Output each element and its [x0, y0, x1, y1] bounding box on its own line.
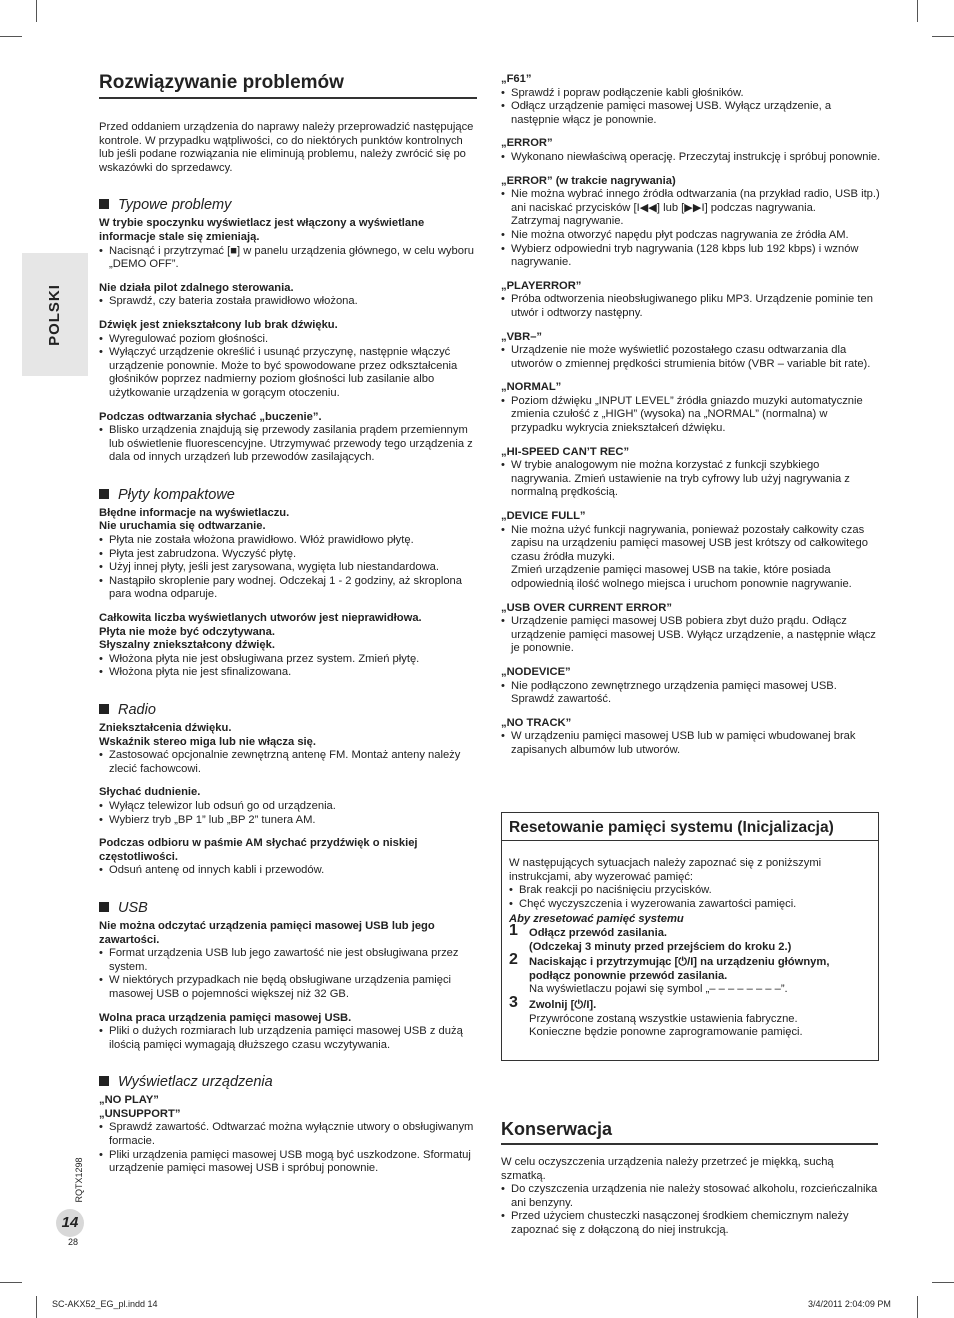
square-bullet-icon — [99, 902, 109, 912]
section-title: Wyświetlacz urządzenia — [118, 1074, 273, 1091]
problem-block — [99, 282, 477, 309]
display-message-code: „NODEVICE” — [501, 665, 571, 678]
step-note: Przywrócone zostaną wszystkie ustawienia fabryczne. — [529, 1012, 798, 1025]
maintenance-section — [501, 1118, 878, 1238]
problem-answer: • Nastąpiło skroplenie pary wodnej. Odczekaj 1 - 2 godziny, aż skroplona para wodna odparuje. — [99, 575, 477, 602]
problem-answer: • Blisko urządzenia znajdują się przewody zasilania prądem przemiennym lub oświetlenie fluorescencyjne. Utrzymywać przewody tego urządzenia z dala od innych urządzeń lub przewodów zasilających. — [99, 424, 477, 465]
display-message-remedy: • Nie można użyć funkcji nagrywania, ponieważ pozostały całkowity czas zapisu na urządzeniu pamięci masowej USB jest krótszy od całkowitego czasu źródła muzyki. — [501, 524, 881, 565]
display-message-entry — [501, 381, 881, 435]
crop-mark — [932, 1282, 954, 1283]
reset-title: Resetowanie pamięci systemu (Inicjalizacja) — [502, 813, 878, 841]
problem-question: Słyszalny zniekształcony dźwięk. — [99, 639, 275, 652]
problem-question: Nie działa pilot zdalnego sterowania. — [99, 281, 294, 294]
square-bullet-icon — [99, 704, 109, 714]
display-message-remedy: • Urządzenie nie może wyświetlić pozostałego czasu odtwarzania dla utworów o zmiennej prędkości strumienia bitów (VBR – variable bit rate). — [501, 344, 881, 371]
problem-answer: • Zastosować opcjonalnie zewnętrzną antenę FM. Montaż anteny należy zlecić fachowcowi. — [99, 749, 477, 776]
problem-answer: • Wybierz tryb „BP 1” lub „BP 2” tunera AM. — [99, 814, 477, 828]
step-number: 2 — [509, 951, 518, 969]
square-bullet-icon — [99, 199, 109, 209]
display-message-remedy: • Wybierz odpowiedni tryb nagrywania (128 kbps lub 192 kbps) i wznów nagrywanie. — [501, 243, 881, 270]
display-message-entry — [501, 137, 881, 164]
intro-text: Przed oddaniem urządzenia do naprawy należy przeprowadzić następujące kontrole. W przypadku wątpliwości, co do niektórych punktów kontrolnych lub jeśli podane rozwiązania nie eliminują problemu, należy zwrócić się po wskazówki do sprzedawcy. — [99, 121, 474, 174]
step-instruction: Zwolnij [⏻/I]. — [529, 998, 597, 1011]
reset-intro: W następujących sytuacjach należy zapoznać się z poniższymi instrukcjami, aby wyzerować pamięć: — [509, 857, 822, 883]
problem-question: Całkowita liczba wyświetlanych utworów jest nieprawidłowa. — [99, 612, 422, 625]
document-code — [73, 1150, 87, 1210]
display-message-remedy: Zmień urządzenie pamięci masowej USB na takie, które posiada odpowiednią ilość wolnego miejsca i uruchom ponownie nagrywanie. — [511, 564, 852, 590]
step-number: 3 — [509, 993, 518, 1011]
document-code-text: RQTX1298 — [74, 1157, 85, 1203]
problem-question: „NO PLAY” — [99, 1094, 159, 1107]
problem-answer: • Płyta jest zabrudzona. Wyczyść płytę. — [99, 548, 477, 562]
step-instruction: Odłącz przewód zasilania. — [529, 926, 668, 939]
problem-answer: • Płyta nie została włożona prawidłowo. Włóż prawidłowo płytę. — [99, 534, 477, 548]
display-message-code: „DEVICE FULL” — [501, 510, 586, 523]
display-message-code: „PLAYERROR” — [501, 279, 582, 292]
problem-answer: • Odsuń antenę od innych kabli i przewodów. — [99, 864, 477, 878]
problem-answer: • Nacisnąć i przytrzymać [■] w panelu urządzenia głównego, w celu wyboru „DEMO OFF”. — [99, 245, 477, 272]
reset-body — [502, 841, 878, 1040]
crop-mark — [36, 1296, 37, 1318]
problem-answer: • Wyregulować poziom głośności. — [99, 333, 477, 347]
crop-mark — [917, 0, 918, 22]
troubleshooting-sections — [99, 197, 477, 1175]
display-message-code: „NORMAL” — [501, 381, 562, 394]
problem-block — [99, 507, 477, 602]
display-messages-list — [501, 73, 881, 758]
footer-file: SC-AKX52_EG_pl.indd 14 — [52, 1299, 158, 1309]
crop-mark — [917, 1296, 918, 1318]
problem-question: W trybie spoczynku wyświetlacz jest włączony a wyświetlane informacje stale się zmieniają. — [99, 217, 425, 243]
display-message-entry — [501, 510, 881, 592]
problem-answer: • Wyłącz telewizor lub odsuń go od urządzenia. — [99, 800, 477, 814]
reset-steps — [509, 921, 871, 1040]
display-message-entry — [501, 446, 881, 500]
display-message-remedy: • W trybie analogowym nie można korzystać z funkcji szybkiego nagrywania. Zmień ustawienie na tryb cyfrowy lub użyj nagrywania z normalną prędkością. — [501, 459, 881, 500]
square-bullet-icon — [99, 1076, 109, 1086]
maintenance-title: Konserwacja — [501, 1118, 878, 1145]
display-message-code: „ERROR” (w trakcie nagrywania) — [501, 174, 676, 187]
display-message-remedy: • Nie można otworzyć napędu płyt podczas nagrywania ze źródła AM. — [501, 229, 881, 243]
display-message-code: „F61” — [501, 73, 532, 85]
section-title: Typowe problemy — [118, 197, 232, 214]
problem-question: Słychać dudnienie. — [99, 786, 201, 799]
display-message-remedy: • W urządzeniu pamięci masowej USB lub w pamięci wbudowanej brak zapisanych albumów lub utworów. — [501, 730, 881, 757]
reset-step — [509, 921, 871, 954]
problem-answer: • Pliki urządzenia pamięci masowej USB mogą być uszkodzone. Sformatuj urządzenie pamięci masowej USB i spróbuj ponownie. — [99, 1149, 477, 1176]
display-message-remedy: • Poziom dźwięku „INPUT LEVEL” źródła gniazdo muzyki automatycznie zmienia czułość z „HIGH” (wysoka) na „NORMAL” (normalna) w przypadku wykrycia zniekształceń dźwięku. — [501, 395, 881, 436]
display-message-code: „ERROR” — [501, 137, 553, 150]
display-message-remedy: • Nie można wybrać innego źródła odtwarzania (na przykład radio, USB itp.) ani naciskać przycisków [I◀◀] lub [▶▶I] podczas nagrywania. — [501, 188, 881, 215]
problem-answer: • Format urządzenia USB lub jego zawartość nie jest obsługiwana przez system. — [99, 947, 477, 974]
problem-answer: • Użyj innej płyty, jeśli jest zarysowana, wygięta lub niestandardowa. — [99, 561, 477, 575]
problem-block — [99, 920, 477, 1002]
section-heading — [99, 487, 477, 504]
problem-answer: • Pliki o dużych rozmiarach lub urządzenia pamięci masowej USB z dużą ilością pamięci wymagają dłuższego czasu wczytywania. — [99, 1025, 477, 1052]
left-column — [99, 72, 477, 1176]
display-message-entry — [501, 666, 881, 707]
problem-answer: • Sprawdź, czy bateria została prawidłowo włożona. — [99, 295, 477, 309]
step-note: Na wyświetlaczu pojawi się symbol „– – – – – – – –”. — [529, 983, 788, 996]
problem-question: Podczas odbioru w paśmie AM słychać przydźwięk o niskiej częstotliwości. — [99, 837, 418, 863]
problem-question: „UNSUPPORT” — [99, 1107, 181, 1120]
display-message-entry — [501, 331, 881, 372]
display-message-code: „VBR–” — [501, 330, 543, 343]
problem-question: Płyta nie może być odczytywana. — [99, 625, 275, 638]
problem-block — [99, 1012, 477, 1053]
section-title: Radio — [118, 702, 156, 718]
display-message-entry — [501, 280, 881, 321]
step-instruction: (Odczekaj 3 minuty przed przejściem do kroku 2.) — [529, 940, 792, 953]
reset-how-title: Aby zresetować pamięć systemu — [509, 913, 684, 926]
section-heading — [99, 197, 477, 214]
square-bullet-icon — [99, 489, 109, 499]
problem-block — [99, 1094, 477, 1176]
display-message-code: „NO TRACK” — [501, 716, 572, 729]
section-heading — [99, 702, 477, 719]
problem-question: Podczas odtwarzania słychać „buczenie”. — [99, 410, 322, 423]
display-message-remedy: Zatrzymaj nagrywanie. — [511, 215, 624, 228]
reset-step — [509, 951, 871, 997]
problem-question: Dźwięk jest zniekształcony lub brak dźwięku. — [99, 318, 338, 331]
problem-answer: • Włożona płyta nie jest obsługiwana przez system. Zmień płytę. — [99, 653, 477, 667]
problem-question: Wskaźnik stereo miga lub nie włącza się. — [99, 735, 316, 748]
display-message-code: „USB OVER CURRENT ERROR” — [501, 601, 672, 614]
reset-bullet: • Chęć wyczyszczenia i wyzerowania zawartości pamięci. — [509, 898, 871, 912]
problem-question: Nie można odczytać urządzenia pamięci masowej USB lub jego zawartości. — [99, 919, 435, 946]
section-title: Płyty kompaktowe — [118, 486, 235, 503]
crop-mark — [0, 1282, 22, 1283]
step-instruction: Naciskając i przytrzymując [⏻/I] na urządzeniu głównym, podłącz ponownie przewód zasilania. — [529, 956, 830, 982]
page-number: 14 — [56, 1209, 84, 1237]
display-message-entry — [501, 175, 881, 270]
problem-block — [99, 411, 477, 465]
problem-question: Nie uruchamia się odtwarzanie. — [99, 520, 266, 533]
problem-question: Błędne informacje na wyświetlaczu. — [99, 506, 290, 519]
page-title: Rozwiązywanie problemów — [99, 72, 477, 99]
problem-block — [99, 786, 477, 827]
display-message-remedy: • Próba odtworzenia nieobsługiwanego pliku MP3. Urządzenie pominie ten utwór i odtworzy następny. — [501, 293, 881, 320]
step-number: 1 — [509, 921, 518, 939]
maintenance-intro: W celu oczyszczenia urządzenia należy przetrzeć je miękką, suchą szmatką. — [501, 1156, 834, 1182]
maintenance-bullet: • Przed użyciem chusteczki nasączonej środkiem chemicznym należy zapoznać się z dołączoną do niej instrukcją. — [501, 1210, 878, 1237]
problem-block — [99, 612, 477, 680]
problem-block — [99, 722, 477, 776]
display-message-entry — [501, 602, 881, 656]
step-note: Konieczne będzie ponowne zaprogramowanie pamięci. — [529, 1026, 803, 1039]
problem-question: Wolna praca urządzenia pamięci masowej USB. — [99, 1011, 352, 1024]
display-message-remedy: • Nie podłączono zewnętrznego urządzenia pamięci masowej USB. Sprawdź zawartość. — [501, 680, 881, 707]
crop-mark — [932, 36, 954, 37]
language-tab-label: POLSKI — [46, 283, 64, 346]
maintenance-bullet: • Do czyszczenia urządzenia nie należy stosować alkoholu, rozcieńczalnika ani benzyny. — [501, 1183, 878, 1210]
section-heading — [99, 900, 477, 917]
page-number-small: 28 — [68, 1237, 79, 1247]
problem-answer: • Wyłączyć urządzenie określić i usunąć przyczynę, następnie włączyć urządzenie ponownie. Może to być spowodowane przez odkształcenia głośników poprzez nadmierny poziom głośności lub zasilanie albo użytkowanie urządzenia w gorącym otoczeniu. — [99, 346, 477, 400]
language-tab — [22, 253, 88, 376]
display-message-remedy: • Odłącz urządzenie pamięci masowej USB. Wyłącz urządzenie, a następnie włącz je ponownie. — [501, 100, 881, 127]
problem-block — [99, 837, 477, 878]
display-message-entry — [501, 717, 881, 758]
right-column — [501, 73, 881, 758]
footer-date: 3/4/2011 2:04:09 PM — [808, 1299, 891, 1309]
reset-bullet: • Brak reakcji po naciśnięciu przycisków. — [509, 884, 871, 898]
display-message-remedy: • Urządzenie pamięci masowej USB pobiera zbyt dużo prądu. Odłącz urządzenie pamięci masowej USB. Wyłącz urządzenie, a następnie włącz je ponownie. — [501, 615, 881, 656]
problem-answer: • Sprawdź zawartość. Odtwarzać można wyłącznie utwory o obsługiwanym formacie. — [99, 1121, 477, 1148]
problem-block — [99, 319, 477, 401]
display-message-remedy: • Sprawdź i popraw podłączenie kabli głośników. — [501, 87, 881, 101]
problem-answer: • Włożona płyta nie jest sfinalizowana. — [99, 666, 477, 680]
problem-answer: • W niektórych przypadkach nie będą obsługiwane urządzenia pamięci masowej USB o pojemności większej niż 32 GB. — [99, 974, 477, 1001]
reset-box — [501, 812, 879, 1061]
reset-step — [509, 993, 871, 1040]
problem-block — [99, 217, 477, 271]
display-message-code: „HI-SPEED CAN’T REC” — [501, 445, 630, 458]
crop-mark — [0, 36, 22, 37]
display-message-remedy: • Wykonano niewłaściwą operację. Przeczytaj instrukcję i spróbuj ponownie. — [501, 151, 881, 165]
problem-question: Zniekształcenia dźwięku. — [99, 722, 232, 734]
section-heading — [99, 1074, 477, 1091]
section-title: USB — [118, 899, 148, 916]
display-message-entry — [501, 73, 881, 127]
crop-mark — [36, 0, 37, 22]
